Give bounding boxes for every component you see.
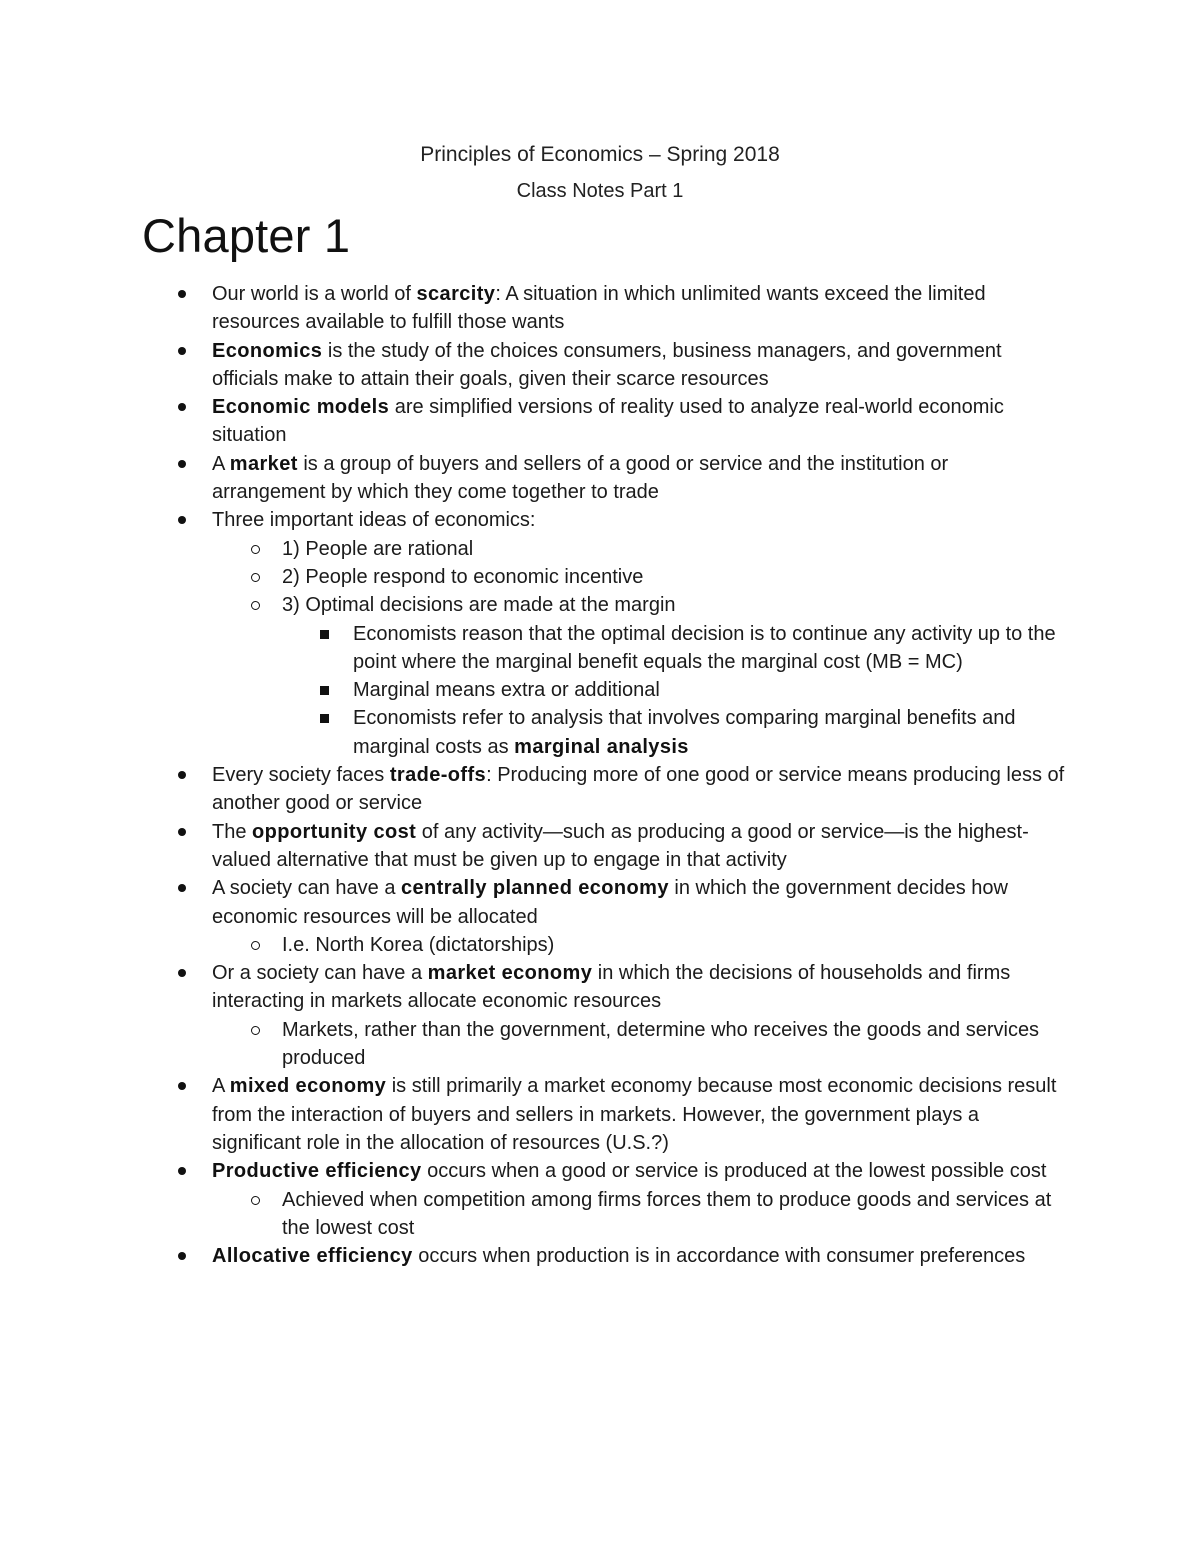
list-item <box>0 280 1067 337</box>
list-item <box>0 620 1067 677</box>
list-item <box>0 959 1067 1016</box>
list-item <box>0 1072 1067 1157</box>
note-text: : Producing more of one good or service means producing less of another good or service <box>212 764 1065 815</box>
list-item <box>0 563 1067 591</box>
note-text: Economists reason that the optimal decision is to continue any activity up to the point where the marginal benefit equals the marginal cost (MB = MC) <box>353 622 1056 673</box>
list-item <box>0 704 1067 761</box>
list-item <box>0 676 1067 704</box>
list-item <box>0 761 1067 818</box>
key-term: mixed economy <box>229 1075 387 1098</box>
list-item <box>0 337 1067 394</box>
note-text: occurs when a good or service is produced at the lowest possible cost <box>421 1160 1047 1183</box>
list-item <box>0 450 1067 507</box>
note-text: in which the decisions of households and firms interacting in markets allocate economic resources <box>212 962 1011 1013</box>
key-term: opportunity cost <box>252 820 417 843</box>
document-subtitle: Class Notes Part 1 <box>516 180 684 202</box>
list-item <box>0 874 1067 931</box>
key-term: marginal analysis <box>514 735 689 758</box>
list-item <box>0 535 1067 563</box>
list-item <box>0 506 1067 534</box>
key-term: trade-offs <box>389 764 487 787</box>
note-text: are simplified versions of reality used to analyze real-world economic situation <box>212 396 1004 447</box>
key-term: Economic models <box>212 396 390 419</box>
key-term: market economy <box>427 962 593 985</box>
note-text: 3) Optimal decisions are made at the margin <box>282 594 676 617</box>
list-item <box>0 1016 1067 1073</box>
note-text: : A situation in which unlimited wants exceed the limited resources available to fulfill those wants <box>212 283 986 334</box>
note-text: Or a society can have a <box>212 962 428 985</box>
note-text: 2) People respond to economic incentive <box>282 565 644 588</box>
key-term: Productive efficiency <box>212 1160 422 1183</box>
note-text: A society can have a <box>212 877 402 900</box>
key-term: Economics <box>212 339 323 362</box>
note-text: Achieved when competition among firms forces them to produce goods and services at the lowest cost <box>282 1188 1052 1239</box>
note-text: of any activity—such as producing a good or service—is the highest-valued alternative that must be given up to engage in that activity <box>212 820 1029 871</box>
list-item <box>0 1157 1067 1185</box>
note-text: I.e. North Korea (dictatorships) <box>282 933 555 956</box>
note-text: Our world is a world of <box>212 283 417 305</box>
key-term: Allocative efficiency <box>212 1245 413 1268</box>
note-text: is a group of buyers and sellers of a good or service and the institution or arrangement by which they come together to trade <box>212 452 949 504</box>
chapter-heading: Chapter 1 <box>142 209 351 262</box>
note-text: occurs when production is in accordance with consumer preferences <box>412 1245 1026 1268</box>
note-text: is the study of the choices consumers, business managers, and government officials make to attain their goals, given their scarce resources <box>212 339 1002 390</box>
key-term: centrally planned economy <box>401 877 669 900</box>
note-text: in which the government decides how economic resources will be allocated <box>212 877 1008 928</box>
note-text: Economists refer to analysis that involves comparing marginal benefits and marginal costs as <box>353 707 1016 758</box>
document-title: Principles of Economics – Spring 2018 <box>420 143 780 166</box>
note-text: A <box>212 452 230 475</box>
note-text: The <box>212 820 253 843</box>
note-text: A <box>212 1075 230 1098</box>
list-item <box>0 1242 1067 1270</box>
notes-list <box>0 280 1200 1270</box>
key-term: market <box>229 452 298 475</box>
note-text: is still primarily a market economy because most economic decisions result from the interaction of buyers and sellers in markets. However, the government plays a significant role in the allocation of resources (U.S.?) <box>212 1075 1057 1154</box>
list-item <box>0 1186 1067 1243</box>
key-term: scarcity <box>416 283 496 305</box>
note-text: Marginal means extra or additional <box>353 679 660 702</box>
note-text: 1) People are rational <box>282 537 474 560</box>
list-item <box>0 818 1067 875</box>
note-text: Three important ideas of economics: <box>212 509 536 532</box>
list-item <box>0 591 1067 619</box>
list-item <box>0 393 1067 450</box>
note-text: Every society faces <box>212 764 390 787</box>
note-text: Markets, rather than the government, determine who receives the goods and services produced <box>282 1018 1040 1070</box>
list-item <box>0 931 1067 959</box>
